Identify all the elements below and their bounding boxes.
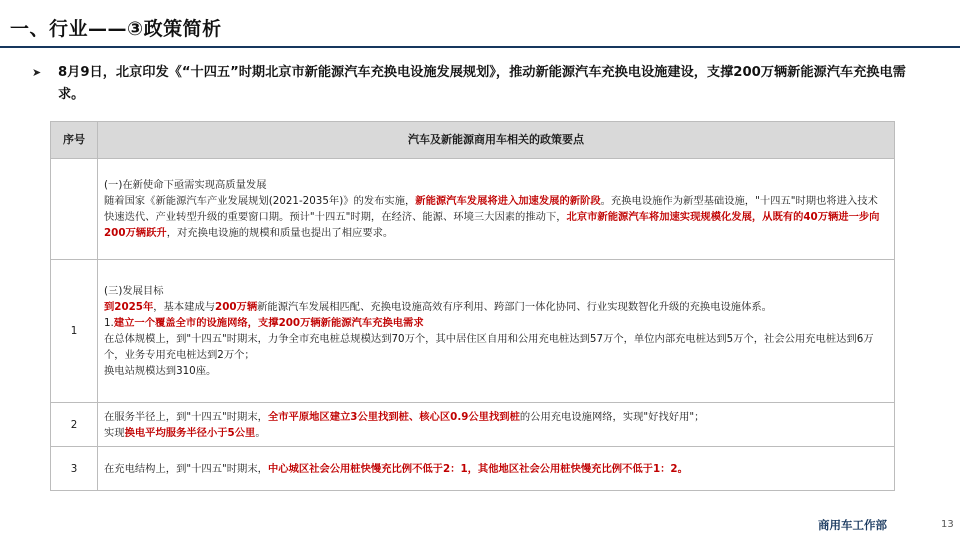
row-number: 1: [51, 260, 98, 403]
body-text: 在服务半径上，到"十四五"时期末，: [104, 410, 268, 423]
summary-text: 8月9日，北京印发《“十四五”时期北京市新能源汽车充换电设施发展规划》，推动新能源汽车充换电设施建设，支撑200万辆新能源汽车充换电需求。: [58, 65, 906, 102]
row-content: [98, 260, 895, 403]
row-content: [98, 447, 895, 491]
body-text: ，基本建成与: [153, 301, 216, 313]
body-text: 在充电结构上，到"十四五"时期末，: [104, 462, 268, 475]
body-text: (三)发展目标: [104, 285, 164, 297]
header-policy: 汽车及新能源商用车相关的政策要点: [98, 122, 895, 159]
table-row: [51, 403, 895, 447]
highlighted-text: 全市平原地区建立3公里找到桩、核心区0.9公里找到桩: [267, 410, 520, 423]
body-text: 实现: [104, 426, 125, 439]
content-line: [104, 331, 888, 363]
body-text: (一)在新使命下亟需实现高质量发展: [104, 179, 267, 191]
highlighted-text: 建立一个覆盖全市的设施网络，支撑200万辆新能源汽车充换电需求: [113, 317, 424, 329]
body-text: 1.: [104, 317, 114, 329]
content-line: [104, 299, 888, 315]
row-content: [98, 403, 895, 447]
content-line: [104, 461, 888, 477]
body-text: 随着国家《新能源汽车产业发展规划(2021-2035年)》的发布实施，: [104, 195, 416, 207]
table-row: [51, 260, 895, 403]
title-divider: [0, 46, 960, 48]
content-line: [104, 425, 888, 441]
table-body: [51, 159, 895, 491]
body-text: 在总体规模上，到"十四五"时期末，力争全市充电桩总规模达到70万个，其中居住区自用和公用充电桩达到57万个，单位内部充电桩达到5万个，社会公用充电桩达到6万个，业务专用充电桩达到2万个；: [104, 333, 874, 361]
summary-bullet: [32, 62, 912, 106]
row-content: [98, 159, 895, 260]
highlighted-text: 新能源汽车发展将进入加速发展的新阶段: [415, 195, 601, 207]
body-text: 新能源汽车发展相匹配、充换电设施高效有序利用、跨部门一体化协同、行业实现数智化升级的充换电设施体系。: [257, 301, 772, 313]
body-text: 换电站规模达到310座。: [104, 365, 217, 377]
body-text: 的公用充电设施网络，实现"好找好用"；: [519, 410, 705, 423]
header-no: 序号: [51, 122, 98, 159]
table-row: [51, 447, 895, 491]
row-number: [51, 159, 98, 260]
page-number: 13: [941, 519, 954, 530]
table-header-row: [51, 122, 895, 159]
row-number: 3: [51, 447, 98, 491]
page-title: 一、行业——③政策简析: [10, 18, 222, 40]
body-text: 。: [255, 426, 266, 439]
highlighted-text: 中心城区社会公用桩快慢充比例不低于2：1，其他地区社会公用桩快慢充比例不低于1：2。: [267, 462, 688, 475]
content-line: [104, 177, 888, 193]
arrow-right-bullet-icon: ➤: [32, 66, 42, 79]
row-number: 2: [51, 403, 98, 447]
content-line: [104, 315, 888, 331]
body-text: ，对充换电设施的规模和质量也提出了相应要求。: [166, 227, 394, 239]
highlighted-text: 到2025年: [104, 301, 154, 313]
content-line: [104, 363, 888, 379]
content-line: [104, 409, 888, 425]
highlighted-text: 北京市新能源汽车将加速实现规模化发展，从既有的40万辆进一步向200万辆跃升: [104, 211, 880, 239]
highlighted-text: 换电平均服务半径小于5公里: [124, 426, 256, 439]
body-text: 。充换电设施作为新型基础设施，"十四五"时期也将进入技术快速迭代、产业转型升级的重要窗口期。预计"十四五"时期，在经济、能源、环境三大因素的推动下，: [104, 195, 878, 223]
table-row: [51, 159, 895, 260]
content-line: [104, 193, 888, 241]
highlighted-text: 200万辆: [215, 301, 258, 313]
policy-table: [50, 121, 895, 491]
content-line: [104, 283, 888, 299]
footer-department: 商用车工作部: [818, 518, 887, 532]
